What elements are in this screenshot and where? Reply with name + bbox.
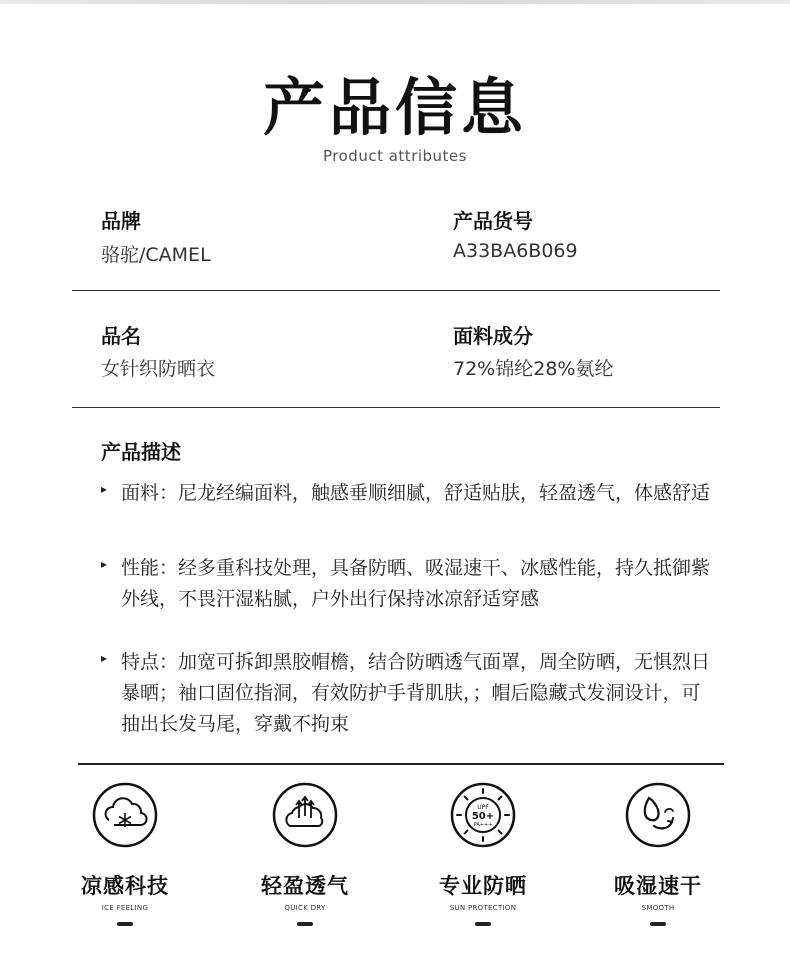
product-name-value: 女针织防晒衣 <box>101 358 216 380</box>
description-text: 特点：加宽可拆卸黑胶帽檐，结合防晒透气面罩，周全防晒，无惧烈日暴晒；袖口固位指洞，有效防护手背肌肤，；帽后隐藏式发洞设计，可抽出长发马尾，穿戴不拘束 <box>121 651 711 735</box>
feature-subtitle: SUN PROTECTION <box>449 904 517 912</box>
upf-sun-icon <box>450 782 516 848</box>
description-heading: 产品描述 <box>101 440 181 464</box>
feature-title: 轻盈透气 <box>261 874 349 898</box>
product-name-label: 品名 <box>101 324 141 348</box>
bullet-arrow-icon: ▸ <box>101 482 108 496</box>
feature-title: 专业防晒 <box>439 874 527 898</box>
brand-label: 品牌 <box>101 209 141 233</box>
feature-sun-protection <box>403 782 563 926</box>
fabric-value: 72%锦纶28%氨纶 <box>453 358 614 380</box>
feature-subtitle: SMOOTH <box>641 904 675 912</box>
description-item <box>101 647 711 740</box>
feature-dash <box>650 922 666 926</box>
feature-title: 吸湿速干 <box>614 874 702 898</box>
page-title: 产品信息 <box>262 71 527 144</box>
attribute-divider <box>72 407 720 408</box>
feature-subtitle: QUICK DRY <box>284 904 326 912</box>
feature-dash <box>297 922 313 926</box>
feature-subtitle: ICE FEELING <box>101 904 149 912</box>
upf-label: UPF <box>477 804 489 811</box>
feature-title: 凉感科技 <box>81 874 169 898</box>
bullet-arrow-icon: ▸ <box>101 651 108 665</box>
features-divider <box>78 763 724 765</box>
feature-quick-dry <box>225 782 385 926</box>
bullet-arrow-icon: ▸ <box>101 557 108 571</box>
feature-dash <box>117 922 133 926</box>
description-item <box>101 553 711 615</box>
feature-ice-feeling <box>45 782 205 926</box>
snowflake-cloud-icon <box>92 782 158 848</box>
feature-dash <box>475 922 491 926</box>
breathable-cloud-icon <box>272 782 338 848</box>
page-subtitle: Product attributes <box>323 147 467 165</box>
pa-rating: PA+++ <box>473 822 493 828</box>
feature-smooth <box>578 782 738 926</box>
fabric-label: 面料成分 <box>453 324 533 348</box>
item-number-value: A33BA6B069 <box>453 240 578 262</box>
item-number-label: 产品货号 <box>453 209 533 233</box>
moisture-wicking-icon <box>625 782 691 848</box>
brand-value: 骆驼/CAMEL <box>101 244 211 266</box>
description-item <box>101 478 711 509</box>
top-divider-strip <box>0 0 790 4</box>
description-text: 面料：尼龙经编面料，触感垂顺细腻，舒适贴肤，轻盈透气，体感舒适 <box>121 482 711 504</box>
description-text: 性能：经多重科技处理，具备防晒、吸湿速干、冰感性能，持久抵御紫外线，不畏汗湿粘腻，户外出行保持冰凉舒适穿感 <box>121 557 711 610</box>
attribute-divider <box>72 290 720 291</box>
upf-value: 50+ <box>471 811 495 822</box>
